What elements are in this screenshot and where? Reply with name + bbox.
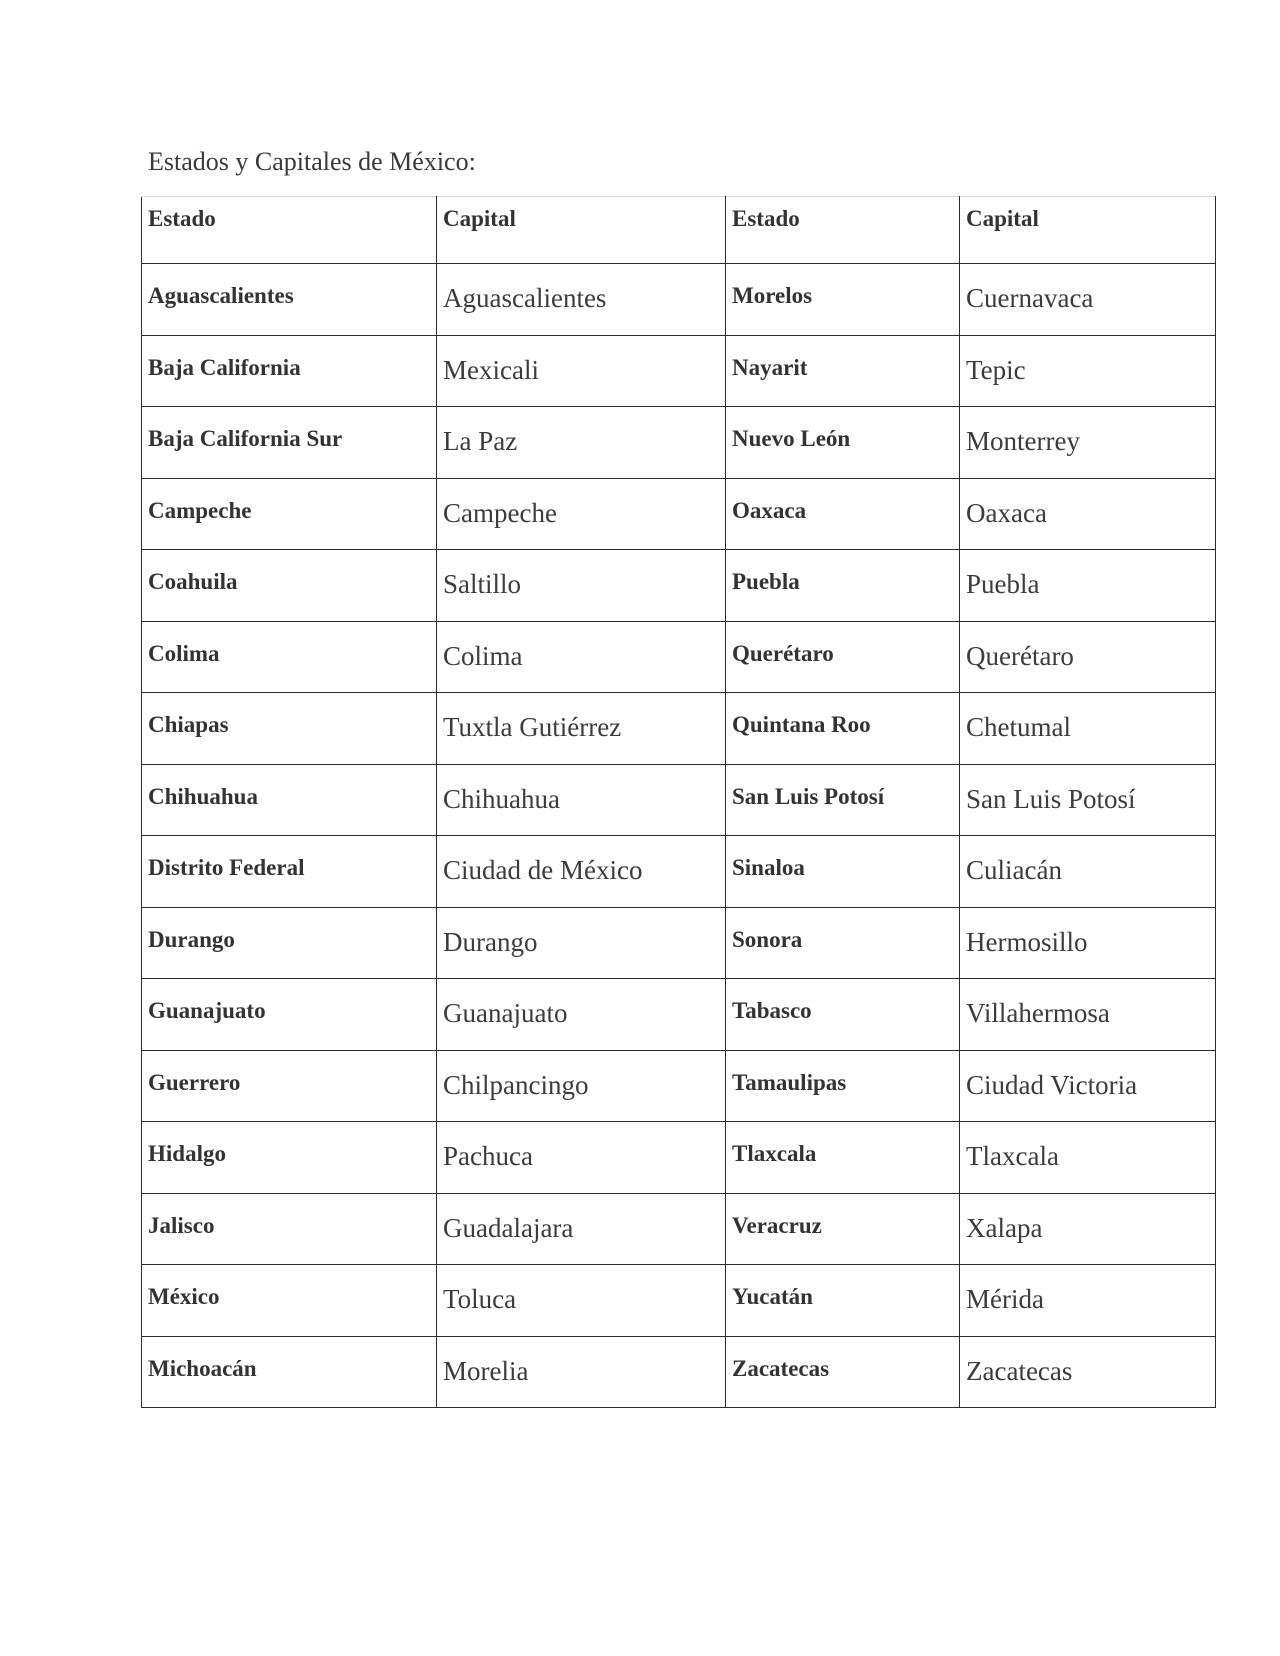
capital-cell: Oaxaca bbox=[960, 478, 1216, 550]
estado-cell: Chihuahua bbox=[142, 764, 437, 836]
estado-cell: Aguascalientes bbox=[142, 264, 437, 336]
table-row bbox=[142, 693, 1216, 765]
capital-cell: Campeche bbox=[437, 478, 726, 550]
estado-cell: Puebla bbox=[726, 550, 960, 622]
capital-cell: San Luis Potosí bbox=[960, 764, 1216, 836]
estado-cell: Nuevo León bbox=[726, 407, 960, 479]
table-row bbox=[142, 478, 1216, 550]
capital-cell: Aguascalientes bbox=[437, 264, 726, 336]
estado-cell: Veracruz bbox=[726, 1193, 960, 1265]
estado-cell: Hidalgo bbox=[142, 1122, 437, 1194]
column-header-estado: Estado bbox=[726, 197, 960, 264]
capital-cell: Toluca bbox=[437, 1265, 726, 1337]
capital-cell: Mexicali bbox=[437, 335, 726, 407]
estado-cell: Tabasco bbox=[726, 979, 960, 1051]
table-row bbox=[142, 979, 1216, 1051]
estado-cell: Durango bbox=[142, 907, 437, 979]
capital-cell: Zacatecas bbox=[960, 1336, 1216, 1408]
estado-cell: Guerrero bbox=[142, 1050, 437, 1122]
capital-cell: Querétaro bbox=[960, 621, 1216, 693]
estado-cell: Baja California Sur bbox=[142, 407, 437, 479]
capital-cell: Chihuahua bbox=[437, 764, 726, 836]
estado-cell: Querétaro bbox=[726, 621, 960, 693]
capital-cell: Mérida bbox=[960, 1265, 1216, 1337]
estado-cell: Guanajuato bbox=[142, 979, 437, 1051]
estado-cell: Tamaulipas bbox=[726, 1050, 960, 1122]
capital-cell: Puebla bbox=[960, 550, 1216, 622]
estado-cell: Jalisco bbox=[142, 1193, 437, 1265]
estado-cell: Distrito Federal bbox=[142, 836, 437, 908]
capital-cell: Saltillo bbox=[437, 550, 726, 622]
table-row bbox=[142, 335, 1216, 407]
capital-cell: Durango bbox=[437, 907, 726, 979]
capital-cell: Cuernavaca bbox=[960, 264, 1216, 336]
capital-cell: Guadalajara bbox=[437, 1193, 726, 1265]
table-row bbox=[142, 407, 1216, 479]
table-row bbox=[142, 264, 1216, 336]
estado-cell: Nayarit bbox=[726, 335, 960, 407]
column-header-capital: Capital bbox=[437, 197, 726, 264]
capital-cell: La Paz bbox=[437, 407, 726, 479]
estado-cell: Morelos bbox=[726, 264, 960, 336]
column-header-capital: Capital bbox=[960, 197, 1216, 264]
table-row bbox=[142, 1050, 1216, 1122]
estado-cell: Campeche bbox=[142, 478, 437, 550]
estado-cell: Zacatecas bbox=[726, 1336, 960, 1408]
capital-cell: Tlaxcala bbox=[960, 1122, 1216, 1194]
estado-cell: Michoacán bbox=[142, 1336, 437, 1408]
capital-cell: Chetumal bbox=[960, 693, 1216, 765]
capital-cell: Ciudad Victoria bbox=[960, 1050, 1216, 1122]
estado-cell: Chiapas bbox=[142, 693, 437, 765]
estado-cell: San Luis Potosí bbox=[726, 764, 960, 836]
capital-cell: Guanajuato bbox=[437, 979, 726, 1051]
estado-cell: Coahuila bbox=[142, 550, 437, 622]
table-row bbox=[142, 764, 1216, 836]
capital-cell: Culiacán bbox=[960, 836, 1216, 908]
table-header-row bbox=[142, 197, 1216, 264]
capital-cell: Morelia bbox=[437, 1336, 726, 1408]
capital-cell: Pachuca bbox=[437, 1122, 726, 1194]
estado-cell: Baja California bbox=[142, 335, 437, 407]
capital-cell: Colima bbox=[437, 621, 726, 693]
estado-cell: Tlaxcala bbox=[726, 1122, 960, 1194]
capital-cell: Hermosillo bbox=[960, 907, 1216, 979]
capital-cell: Ciudad de México bbox=[437, 836, 726, 908]
estado-cell: México bbox=[142, 1265, 437, 1337]
table-row bbox=[142, 1193, 1216, 1265]
table-row bbox=[142, 907, 1216, 979]
column-header-estado: Estado bbox=[142, 197, 437, 264]
states-capitals-table bbox=[141, 196, 1216, 1408]
page-title: Estados y Capitales de México: bbox=[148, 147, 476, 176]
estado-cell: Sonora bbox=[726, 907, 960, 979]
table-row bbox=[142, 1122, 1216, 1194]
table-row bbox=[142, 550, 1216, 622]
estado-cell: Oaxaca bbox=[726, 478, 960, 550]
table-row bbox=[142, 1265, 1216, 1337]
capital-cell: Tepic bbox=[960, 335, 1216, 407]
capital-cell: Villahermosa bbox=[960, 979, 1216, 1051]
table-row bbox=[142, 836, 1216, 908]
capital-cell: Monterrey bbox=[960, 407, 1216, 479]
table-row bbox=[142, 621, 1216, 693]
capital-cell: Xalapa bbox=[960, 1193, 1216, 1265]
estado-cell: Sinaloa bbox=[726, 836, 960, 908]
capital-cell: Chilpancingo bbox=[437, 1050, 726, 1122]
estado-cell: Yucatán bbox=[726, 1265, 960, 1337]
estado-cell: Quintana Roo bbox=[726, 693, 960, 765]
capital-cell: Tuxtla Gutiérrez bbox=[437, 693, 726, 765]
estado-cell: Colima bbox=[142, 621, 437, 693]
table-row bbox=[142, 1336, 1216, 1408]
